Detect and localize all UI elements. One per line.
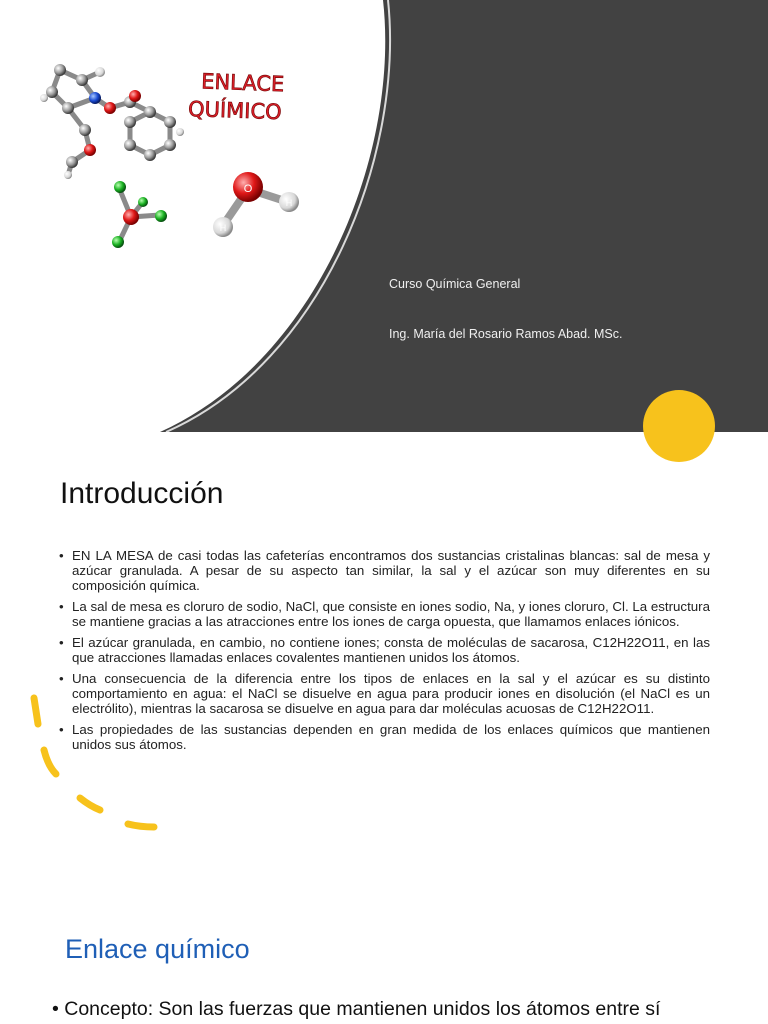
author-name: Ing. María del Rosario Ramos Abad. MSc. (389, 327, 623, 341)
title-line-1: ENLACE (200, 69, 285, 97)
bullet-item (58, 548, 710, 593)
oxygen-label: O (243, 183, 253, 195)
bullet-text: EN LA MESA de casi todas las cafeterías encontramos dos sustancias cristalinas blancas: sal de mesa y azúcar granulada. A pesar de su aspecto tan similar, la sal y el azúcar son muy diferentes en su composición química. (72, 548, 710, 593)
water-molecule (213, 172, 299, 237)
slide-title-art (187, 68, 317, 128)
bullet-text: Las propiedades de las sustancias dependen en gran medida de los enlaces químicos que mantienen unidos sus átomos. (72, 722, 710, 752)
concept-bullet: • Concepto: Son las fuerzas que mantienen unidos los átomos entre sí (52, 998, 661, 1020)
hydrogen-label-2: H (219, 223, 227, 233)
course-name: Curso Química General (389, 277, 521, 291)
title-line-2: QUÍMICO (187, 96, 283, 125)
hydrogen-label-1: H (285, 198, 293, 208)
ccl4-molecule (112, 181, 167, 248)
decorative-yellow-circle (643, 390, 715, 462)
bullet-item (58, 635, 710, 665)
title-slide (0, 0, 768, 432)
atoms (40, 64, 184, 179)
bullet-text: La sal de mesa es cloruro de sodio, NaCl, que consiste en iones sodio, Na, y iones cloruro, Cl. La estructura se mantiene gracias a las atracciones entre los iones de carga opuesta, que llamamos enlaces iónicos. (72, 599, 710, 629)
chemical-bond-title: Enlace químico (65, 934, 250, 964)
decorative-dashed-arc (0, 680, 200, 840)
bullet-item (58, 599, 710, 629)
bullet-text: Una consecuencia de la diferencia entre los tipos de enlaces en la sal y el azúcar es su distinto comportamiento en agua: el NaCl se disuelve en agua para producir iones en disolución (el NaCl es un electrólito), mientras la sacarosa se disuelve en agua para dar moléculas acuosas de C12H22O11. (72, 671, 710, 716)
introduction-title: Introducción (60, 477, 224, 510)
bullet-text: El azúcar granulada, en cambio, no contiene iones; consta de moléculas de sacarosa, C12H22O11, en las que atracciones llamadas enlaces covalentes mantienen unidos los átomos. (72, 635, 710, 665)
